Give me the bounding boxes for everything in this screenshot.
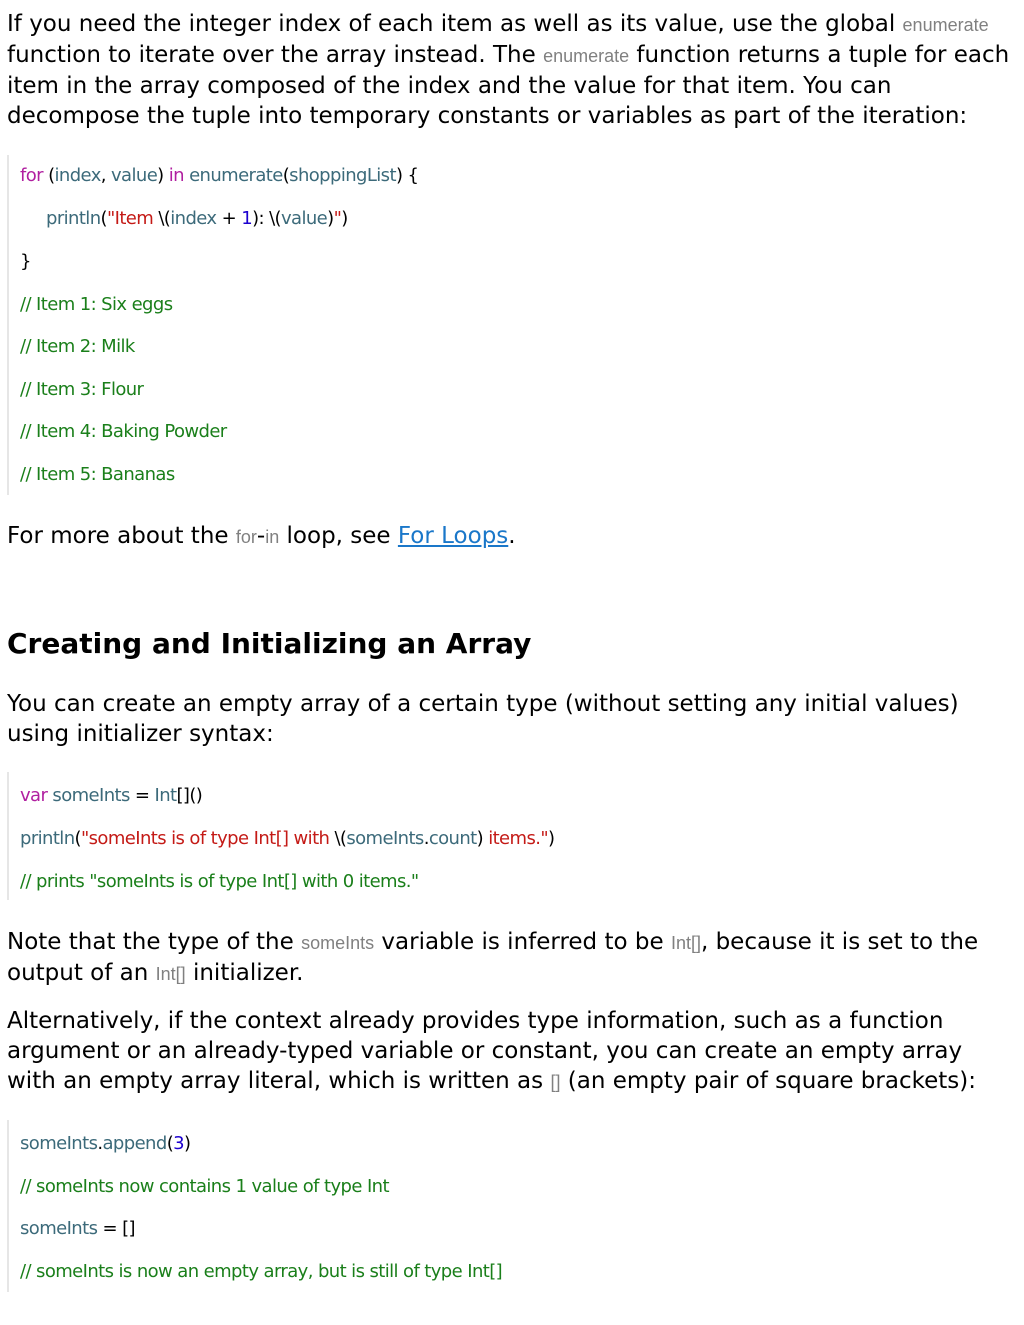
paragraph-text: For more about the [7,523,236,549]
code-comment: // Item 5: Bananas [20,464,175,485]
code-block-enumerate [7,155,1009,495]
type-inference-paragraph [7,927,1012,989]
code-comment: // someInts is now an empty array, but is still of type Int[] [20,1261,503,1282]
code-line: for (index, value) in enumerate(shoppingList) { [20,165,419,186]
code-line: println("Item \(index + 1): \(value)") [46,208,348,229]
paragraph-text: (an empty pair of square brackets): [560,1068,976,1094]
code-line: someInts.append(3) [20,1133,191,1154]
inline-code-for: for [235,527,257,547]
empty-literal-paragraph [7,1006,1012,1097]
code-line: someInts = [] [20,1218,135,1239]
inline-code-in: in [265,527,280,547]
code-block-initializer [7,772,1009,900]
code-comment: // Item 4: Baking Powder [20,421,227,442]
intro-paragraph [7,9,1012,131]
initializer-paragraph: You can create an empty array of a certain type (without setting any initial values) using initializer syntax: [7,691,959,747]
code-line: var someInts = Int[]() [20,785,203,806]
paragraph-text: Note that the type of the [7,929,302,955]
for-loops-link[interactable]: For Loops [397,523,509,549]
code-comment: // Item 3: Flour [20,379,144,400]
paragraph-text: - [256,523,266,549]
paragraph-text: , because it is set to the output of an [7,929,979,986]
code-line: } [20,251,31,272]
paragraph-text: variable is inferred to be [374,929,671,955]
paragraph-text: loop, see [279,523,398,549]
for-loops-paragraph [7,521,1012,552]
code-line: println("someInts is of type Int[] with \(someInts.count) items.") [20,828,555,849]
inline-code-empty-brackets: [] [550,1072,561,1092]
inline-code-someints: someInts [301,933,375,953]
paragraph-text: If you need the integer index of each item as well as its value, use the global [7,11,903,37]
paragraph-text: Alternatively, if the context already provides type information, such as a function argument or an already-typed variable or constant, you can create an empty array with an empty array literal, which is written as [7,1008,963,1094]
paragraph-text: initializer. [185,960,304,986]
inline-code-int-array: Int[] [155,964,186,984]
inline-code-int-array: Int[] [670,933,701,953]
paragraph-text: function returns a tuple for each item in the array composed of the index and the value for that item. You can decompose the tuple into temporary constants or variables as part of the iteration: [7,42,1010,129]
inline-code-enumerate: enumerate [543,46,630,66]
code-block-empty-literal [7,1120,1009,1292]
code-comment: // Item 2: Milk [20,336,135,357]
code-comment: // Item 1: Six eggs [20,294,173,315]
paragraph-text: function to iterate over the array instead. The [7,42,544,68]
section-heading: Creating and Initializing an Array [7,627,532,660]
code-comment: // someInts now contains 1 value of type Int [20,1176,389,1197]
paragraph-text: . [508,523,516,549]
inline-code-enumerate: enumerate [902,15,989,35]
code-comment: // prints "someInts is of type Int[] with 0 items." [20,871,419,892]
